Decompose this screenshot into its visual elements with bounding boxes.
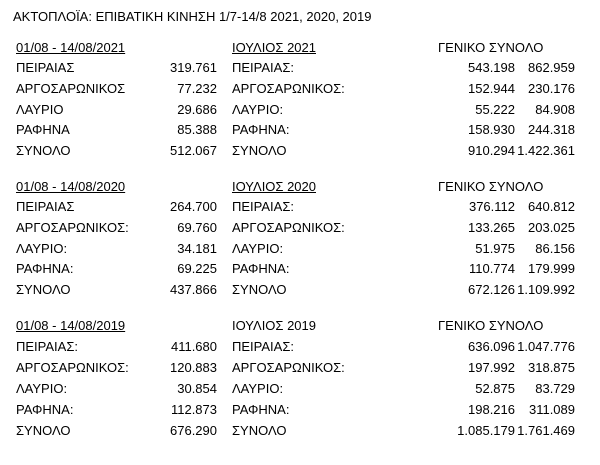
total-row [0,421,600,441]
value-total: 84.908 [535,102,575,117]
value-aug: 676.290 [170,423,217,438]
total-row [0,280,600,300]
table-row [0,197,600,217]
value-aug: 34.181 [177,241,217,256]
total-header: ΓΕΝΙΚΟ ΣΥΝΟΛΟ [438,40,544,55]
value-jul: 672.126 [468,282,515,297]
port-label-jul: ΠΕΙΡΑΙΑΣ: [232,60,294,75]
value-aug: 77.232 [177,81,217,96]
port-label-jul: ΠΕΙΡΑΙΑΣ: [232,199,294,214]
value-jul: 197.992 [468,360,515,375]
table-row [0,239,600,259]
value-jul: 636.096 [468,339,515,354]
table-row [0,337,600,357]
port-label-aug: ΡΑΦΗΝΑ: [16,402,74,417]
port-label-aug: ΣΥΝΟΛΟ [16,143,71,158]
table-row [0,218,600,238]
value-total: 1.047.776 [517,339,575,354]
value-aug: 30.854 [177,381,217,396]
table-row [0,358,600,378]
section-header-row [0,177,600,197]
value-total: 244.318 [528,122,575,137]
value-jul: 198.216 [468,402,515,417]
value-aug: 264.700 [170,199,217,214]
port-label-aug: ΛΑΥΡΙΟ [16,102,64,117]
port-label-jul: ΑΡΓΟΣΑΡΩΝΙΚΟΣ: [232,220,345,235]
value-total: 862.959 [528,60,575,75]
value-jul: 133.265 [468,220,515,235]
value-jul: 152.944 [468,81,515,96]
value-total: 179.999 [528,261,575,276]
table-row [0,400,600,420]
table-row [0,120,600,140]
port-label-jul: ΡΑΦΗΝΑ: [232,261,290,276]
table-row [0,79,600,99]
port-label-aug: ΡΑΦΗΝΑ [16,122,70,137]
port-label-jul: ΑΡΓΟΣΑΡΩΝΙΚΟΣ: [232,81,345,96]
port-label-aug: ΠΕΙΡΑΙΑΣ: [16,339,78,354]
value-aug: 437.866 [170,282,217,297]
document-title: ΑΚΤΟΠΛΟΪΑ: ΕΠΙΒΑΤΙΚΗ ΚΙΝΗΣΗ 1/7-14/8 2021, 2020, 2019 [13,9,372,24]
port-label-jul: ΛΑΥΡΙΟ: [232,241,284,256]
value-total: 318.875 [528,360,575,375]
section-header-row [0,316,600,336]
port-label-aug: ΠΕΙΡΑΙΑΣ [16,199,75,214]
port-label-aug: ΛΑΥΡΙΟ: [16,381,68,396]
value-total: 1.422.361 [517,143,575,158]
value-jul: 52.875 [475,381,515,396]
value-total: 640.812 [528,199,575,214]
value-total: 1.109.992 [517,282,575,297]
port-label-aug: ΑΡΓΟΣΑΡΩΝΙΚΟΣ: [16,360,129,375]
port-label-aug: ΡΑΦΗΝΑ: [16,261,74,276]
value-total: 86.156 [535,241,575,256]
port-label-jul: ΠΕΙΡΑΙΑΣ: [232,339,294,354]
port-label-jul: ΣΥΝΟΛΟ [232,282,287,297]
value-aug: 512.067 [170,143,217,158]
port-label-aug: ΣΥΝΟΛΟ [16,423,71,438]
table-row [0,379,600,399]
port-label-aug: ΛΑΥΡΙΟ: [16,241,68,256]
value-aug: 411.680 [170,339,217,354]
port-label-aug: ΣΥΝΟΛΟ [16,282,71,297]
port-label-jul: ΣΥΝΟΛΟ [232,423,287,438]
table-row [0,259,600,279]
section-header-row [0,38,600,58]
value-total: 203.025 [528,220,575,235]
port-label-jul: ΡΑΦΗΝΑ: [232,402,290,417]
value-aug: 29.686 [177,102,217,117]
table-row [0,100,600,120]
month-header: ΙΟΥΛΙΟΣ 2019 [232,318,316,333]
value-total: 311.089 [528,402,575,417]
value-aug: 85.388 [177,122,217,137]
value-aug: 120.883 [170,360,217,375]
port-label-aug: ΑΡΓΟΣΑΡΩΝΙΚΟΣ [16,81,126,96]
value-aug: 112.873 [170,402,217,417]
value-jul: 1.085.179 [457,423,515,438]
value-aug: 319.761 [170,60,217,75]
port-label-jul: ΑΡΓΟΣΑΡΩΝΙΚΟΣ: [232,360,345,375]
port-label-jul: ΛΑΥΡΙΟ: [232,381,284,396]
period-header: 01/08 - 14/08/2020 [16,179,126,194]
value-jul: 910.294 [468,143,515,158]
value-total: 83.729 [535,381,575,396]
total-row [0,141,600,161]
period-header: 01/08 - 14/08/2019 [16,318,126,333]
table-row [0,58,600,78]
month-header: ΙΟΥΛΙΟΣ 2021 [232,40,316,55]
value-jul: 55.222 [475,102,515,117]
value-jul: 51.975 [475,241,515,256]
total-header: ΓΕΝΙΚΟ ΣΥΝΟΛΟ [438,318,544,333]
value-jul: 376.112 [468,199,515,214]
value-jul: 543.198 [468,60,515,75]
port-label-jul: ΛΑΥΡΙΟ: [232,102,284,117]
value-total: 230.176 [528,81,575,96]
total-header: ΓΕΝΙΚΟ ΣΥΝΟΛΟ [438,179,544,194]
period-header: 01/08 - 14/08/2021 [16,40,126,55]
value-jul: 158.930 [468,122,515,137]
port-label-aug: ΑΡΓΟΣΑΡΩΝΙΚΟΣ: [16,220,129,235]
value-jul: 110.774 [468,261,515,276]
value-aug: 69.760 [177,220,217,235]
port-label-aug: ΠΕΙΡΑΙΑΣ [16,60,75,75]
value-aug: 69.225 [177,261,217,276]
port-label-jul: ΣΥΝΟΛΟ [232,143,287,158]
month-header: ΙΟΥΛΙΟΣ 2020 [232,179,316,194]
port-label-jul: ΡΑΦΗΝΑ: [232,122,290,137]
value-total: 1.761.469 [517,423,575,438]
